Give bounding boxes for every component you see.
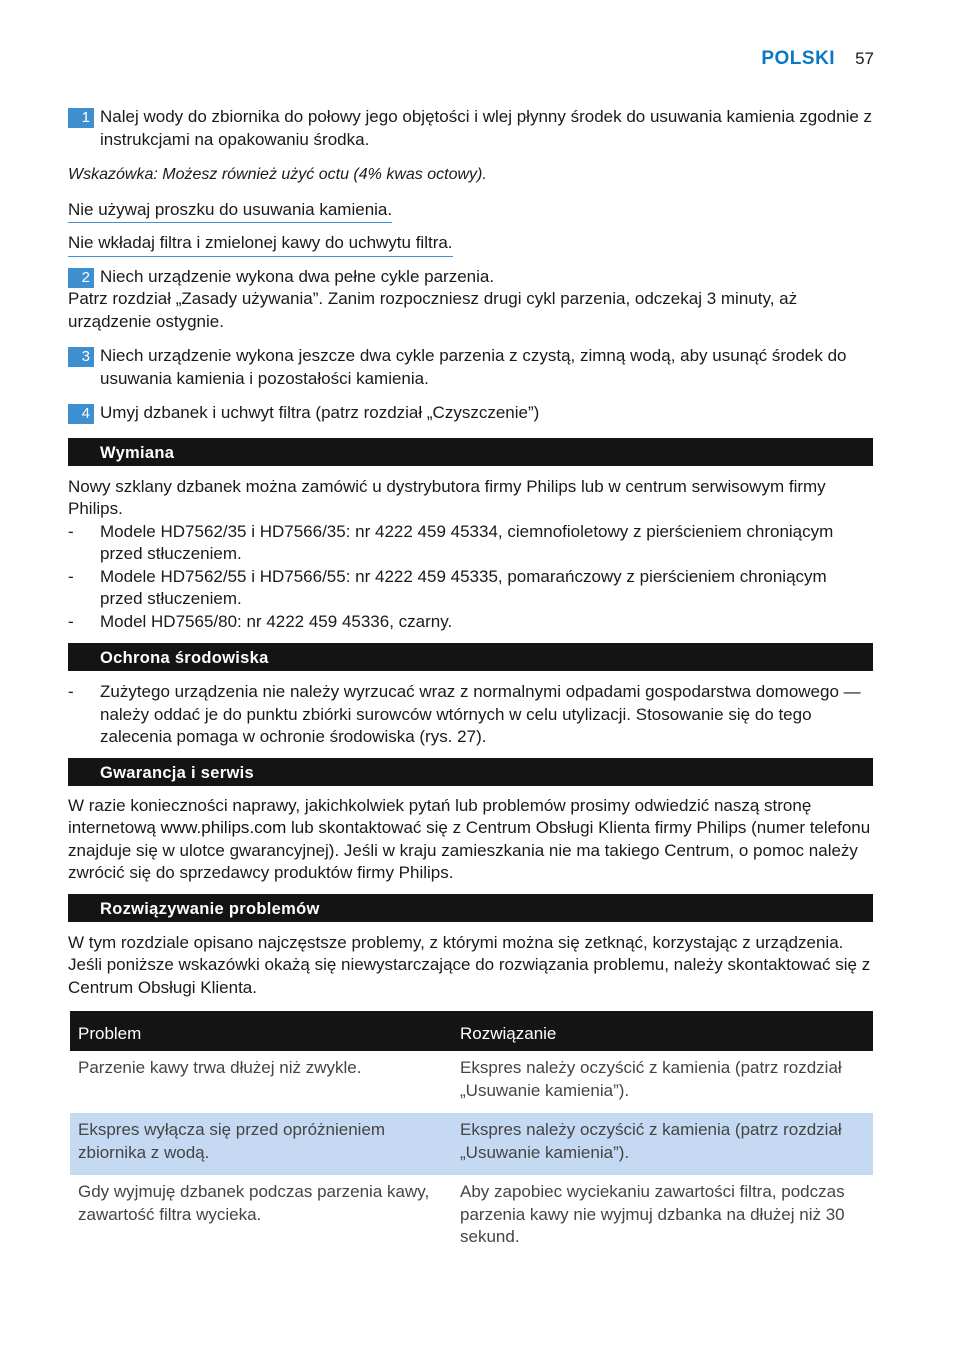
step-2 bbox=[68, 266, 873, 289]
warning-no-powder: Nie używaj proszku do usuwania kamienia. bbox=[68, 199, 392, 224]
solution-cell: Aby zapobiec wyciekaniu zawartości filtra, podczas parzenia kawy nie wyjmuj dzbanka na dłużej niż 30 sekund. bbox=[460, 1182, 845, 1246]
column-header-solution: Rozwiązanie bbox=[452, 1011, 873, 1051]
list-item: - Modele HD7562/55 i HD7566/55: nr 4222 459 45335, pomarańczowy z pierścieniem chroniącym przed stłuczeniem. bbox=[68, 566, 873, 611]
table-header-row bbox=[70, 1011, 873, 1051]
step-text: Umyj dzbanek i uchwyt filtra (patrz rozdział „Czyszczenie”) bbox=[100, 403, 540, 422]
table-row bbox=[70, 1051, 873, 1113]
step-number-badge: 2 bbox=[68, 268, 94, 288]
replacement-list bbox=[68, 521, 873, 634]
table-row bbox=[70, 1113, 873, 1175]
step-2-note: Patrz rozdział „Zasady używania”. Zanim rozpoczniesz drugi cykl parzenia, odczekaj 3 minuty, aż urządzenie ostygnie. bbox=[68, 289, 798, 331]
list-item: - Modele HD7562/35 i HD7566/35: nr 4222 459 45334, ciemnofioletowy z pierścieniem chroniącym przed stłuczeniem. bbox=[68, 521, 873, 566]
step-1 bbox=[68, 106, 873, 151]
tip-text: Wskazówka: Możesz również użyć octu (4% kwas octowy). bbox=[68, 166, 487, 183]
solution-cell: Ekspres należy oczyścić z kamienia (patrz rozdział „Usuwanie kamienia”). bbox=[460, 1058, 842, 1100]
warning-no-filter: Nie wkładaj filtra i zmielonej kawy do uchwytu filtra. bbox=[68, 232, 453, 257]
language-label: POLSKI bbox=[761, 48, 836, 69]
step-number-badge: 1 bbox=[68, 108, 94, 128]
problem-cell: Parzenie kawy trwa dłużej niż zwykle. bbox=[78, 1058, 362, 1077]
replacement-intro: Nowy szklany dzbanek można zamówić u dystrybutora firmy Philips lub w centrum serwisowym firmy Philips. bbox=[68, 476, 826, 518]
step-text: Nalej wody do zbiornika do połowy jego objętości i wlej płynny środek do usuwania kamienia zgodnie z instrukcjami na opakowaniu środka. bbox=[100, 107, 873, 149]
column-header-problem: Problem bbox=[70, 1011, 452, 1051]
list-item: - Zużytego urządzenia nie należy wyrzucać wraz z normalnymi odpadami gospodarstwa domowego — należy oddać je do punktu zbiórki surowców wtórnych w celu utylizacji. Stosowanie się do tego zalecenia pomaga w ochronie środowiska (rys. 27). bbox=[68, 681, 873, 749]
philips-website-link[interactable]: www.philips.com bbox=[160, 818, 287, 837]
problem-cell: Ekspres wyłącza się przed opróżnieniem zbiornika z wodą. bbox=[70, 1113, 452, 1175]
page-header bbox=[761, 48, 874, 71]
troubleshooting-intro: W tym rozdziale opisano najczęstsze problemy, z którymi można się zetknąć, korzystając z urządzenia. Jeśli poniższe wskazówki okażą się niewystarczające do rozwiązania problemu, należy skontaktować się z Centrum Obsługi Klienta. bbox=[68, 932, 871, 997]
step-number-badge: 3 bbox=[68, 347, 94, 367]
troubleshooting-table bbox=[70, 1011, 873, 1260]
step-number-badge: 4 bbox=[68, 404, 94, 424]
section-heading-environment: Ochrona środowiska bbox=[68, 643, 873, 671]
environment-list bbox=[68, 681, 873, 749]
step-3 bbox=[68, 345, 873, 390]
section-heading-warranty: Gwarancja i serwis bbox=[68, 758, 873, 786]
table-row bbox=[70, 1175, 873, 1260]
problem-cell: Gdy wyjmuję dzbanek podczas parzenia kawy, zawartość filtra wycieka. bbox=[78, 1182, 430, 1224]
section-heading-replacement: Wymiana bbox=[68, 438, 873, 466]
section-heading-troubleshooting: Rozwiązywanie problemów bbox=[68, 894, 873, 922]
page-number: 57 bbox=[855, 49, 874, 68]
page-content bbox=[68, 106, 873, 1260]
step-text: Niech urządzenie wykona jeszcze dwa cykle parzenia z czystą, zimną wodą, aby usunąć środek do usuwania kamienia i pozostałości kamienia. bbox=[100, 346, 847, 388]
step-text: Niech urządzenie wykona dwa pełne cykle parzenia. bbox=[100, 266, 495, 286]
step-4 bbox=[68, 402, 873, 425]
solution-cell: Ekspres należy oczyścić z kamienia (patrz rozdział „Usuwanie kamienia”). bbox=[452, 1113, 873, 1175]
warranty-text: W razie konieczności naprawy, jakichkolwiek pytań lub problemów prosimy odwiedzić naszą stronę internetową www.philips.com lub skontaktować się z Centrum Obsługi Klienta firmy Philips (numer telefonu znajduje się w ulotce gwarancyjnej). Jeśli w kraju zamieszkania nie ma takiego Centrum, o pomoc należy zwrócić się do sprzedawcy produktów firmy Philips. bbox=[68, 795, 871, 882]
list-item: - Model HD7565/80: nr 4222 459 45336, czarny. bbox=[68, 611, 873, 634]
